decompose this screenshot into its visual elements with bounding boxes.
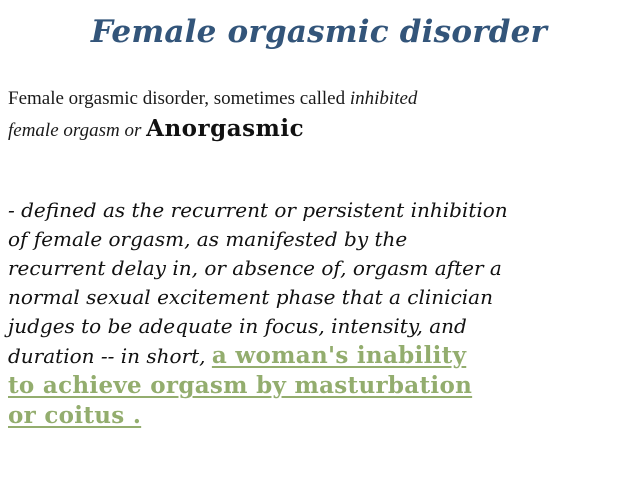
highlight-text-1: a woman's inability xyxy=(211,342,467,369)
definition-line: judges to be adequate in focus, intensity, and xyxy=(8,314,467,338)
highlight-text-3: or coitus . xyxy=(8,402,142,429)
definition-paragraph xyxy=(8,196,633,431)
definition-text: duration -- in short, xyxy=(8,344,212,368)
highlight-text-2: to achieve orgasm by masturbation xyxy=(8,372,473,399)
intro-text-plain: Female orgasmic disorder, sometimes called xyxy=(8,88,350,109)
intro-paragraph xyxy=(8,84,628,146)
intro-text-italic-2: female orgasm or xyxy=(8,120,147,141)
definition-line: of female orgasm, as manifested by the xyxy=(8,227,408,251)
definition-line: - defined as the recurrent or persistent inhibition xyxy=(8,198,508,222)
highlight-line-2 xyxy=(8,371,633,401)
anorgasmic-term: Anorgasmic xyxy=(146,115,305,142)
highlight-line-3 xyxy=(8,401,633,431)
slide-title: Female orgasmic disorder xyxy=(90,14,548,50)
intro-line-2 xyxy=(8,114,628,146)
definition-line: normal sexual excitement phase that a clinician xyxy=(8,285,493,309)
intro-line-1 xyxy=(8,84,628,114)
intro-text-italic: inhibited xyxy=(349,88,418,109)
definition-line: recurrent delay in, or absence of, orgasm after a xyxy=(8,256,502,280)
definition-line-last xyxy=(8,341,633,371)
